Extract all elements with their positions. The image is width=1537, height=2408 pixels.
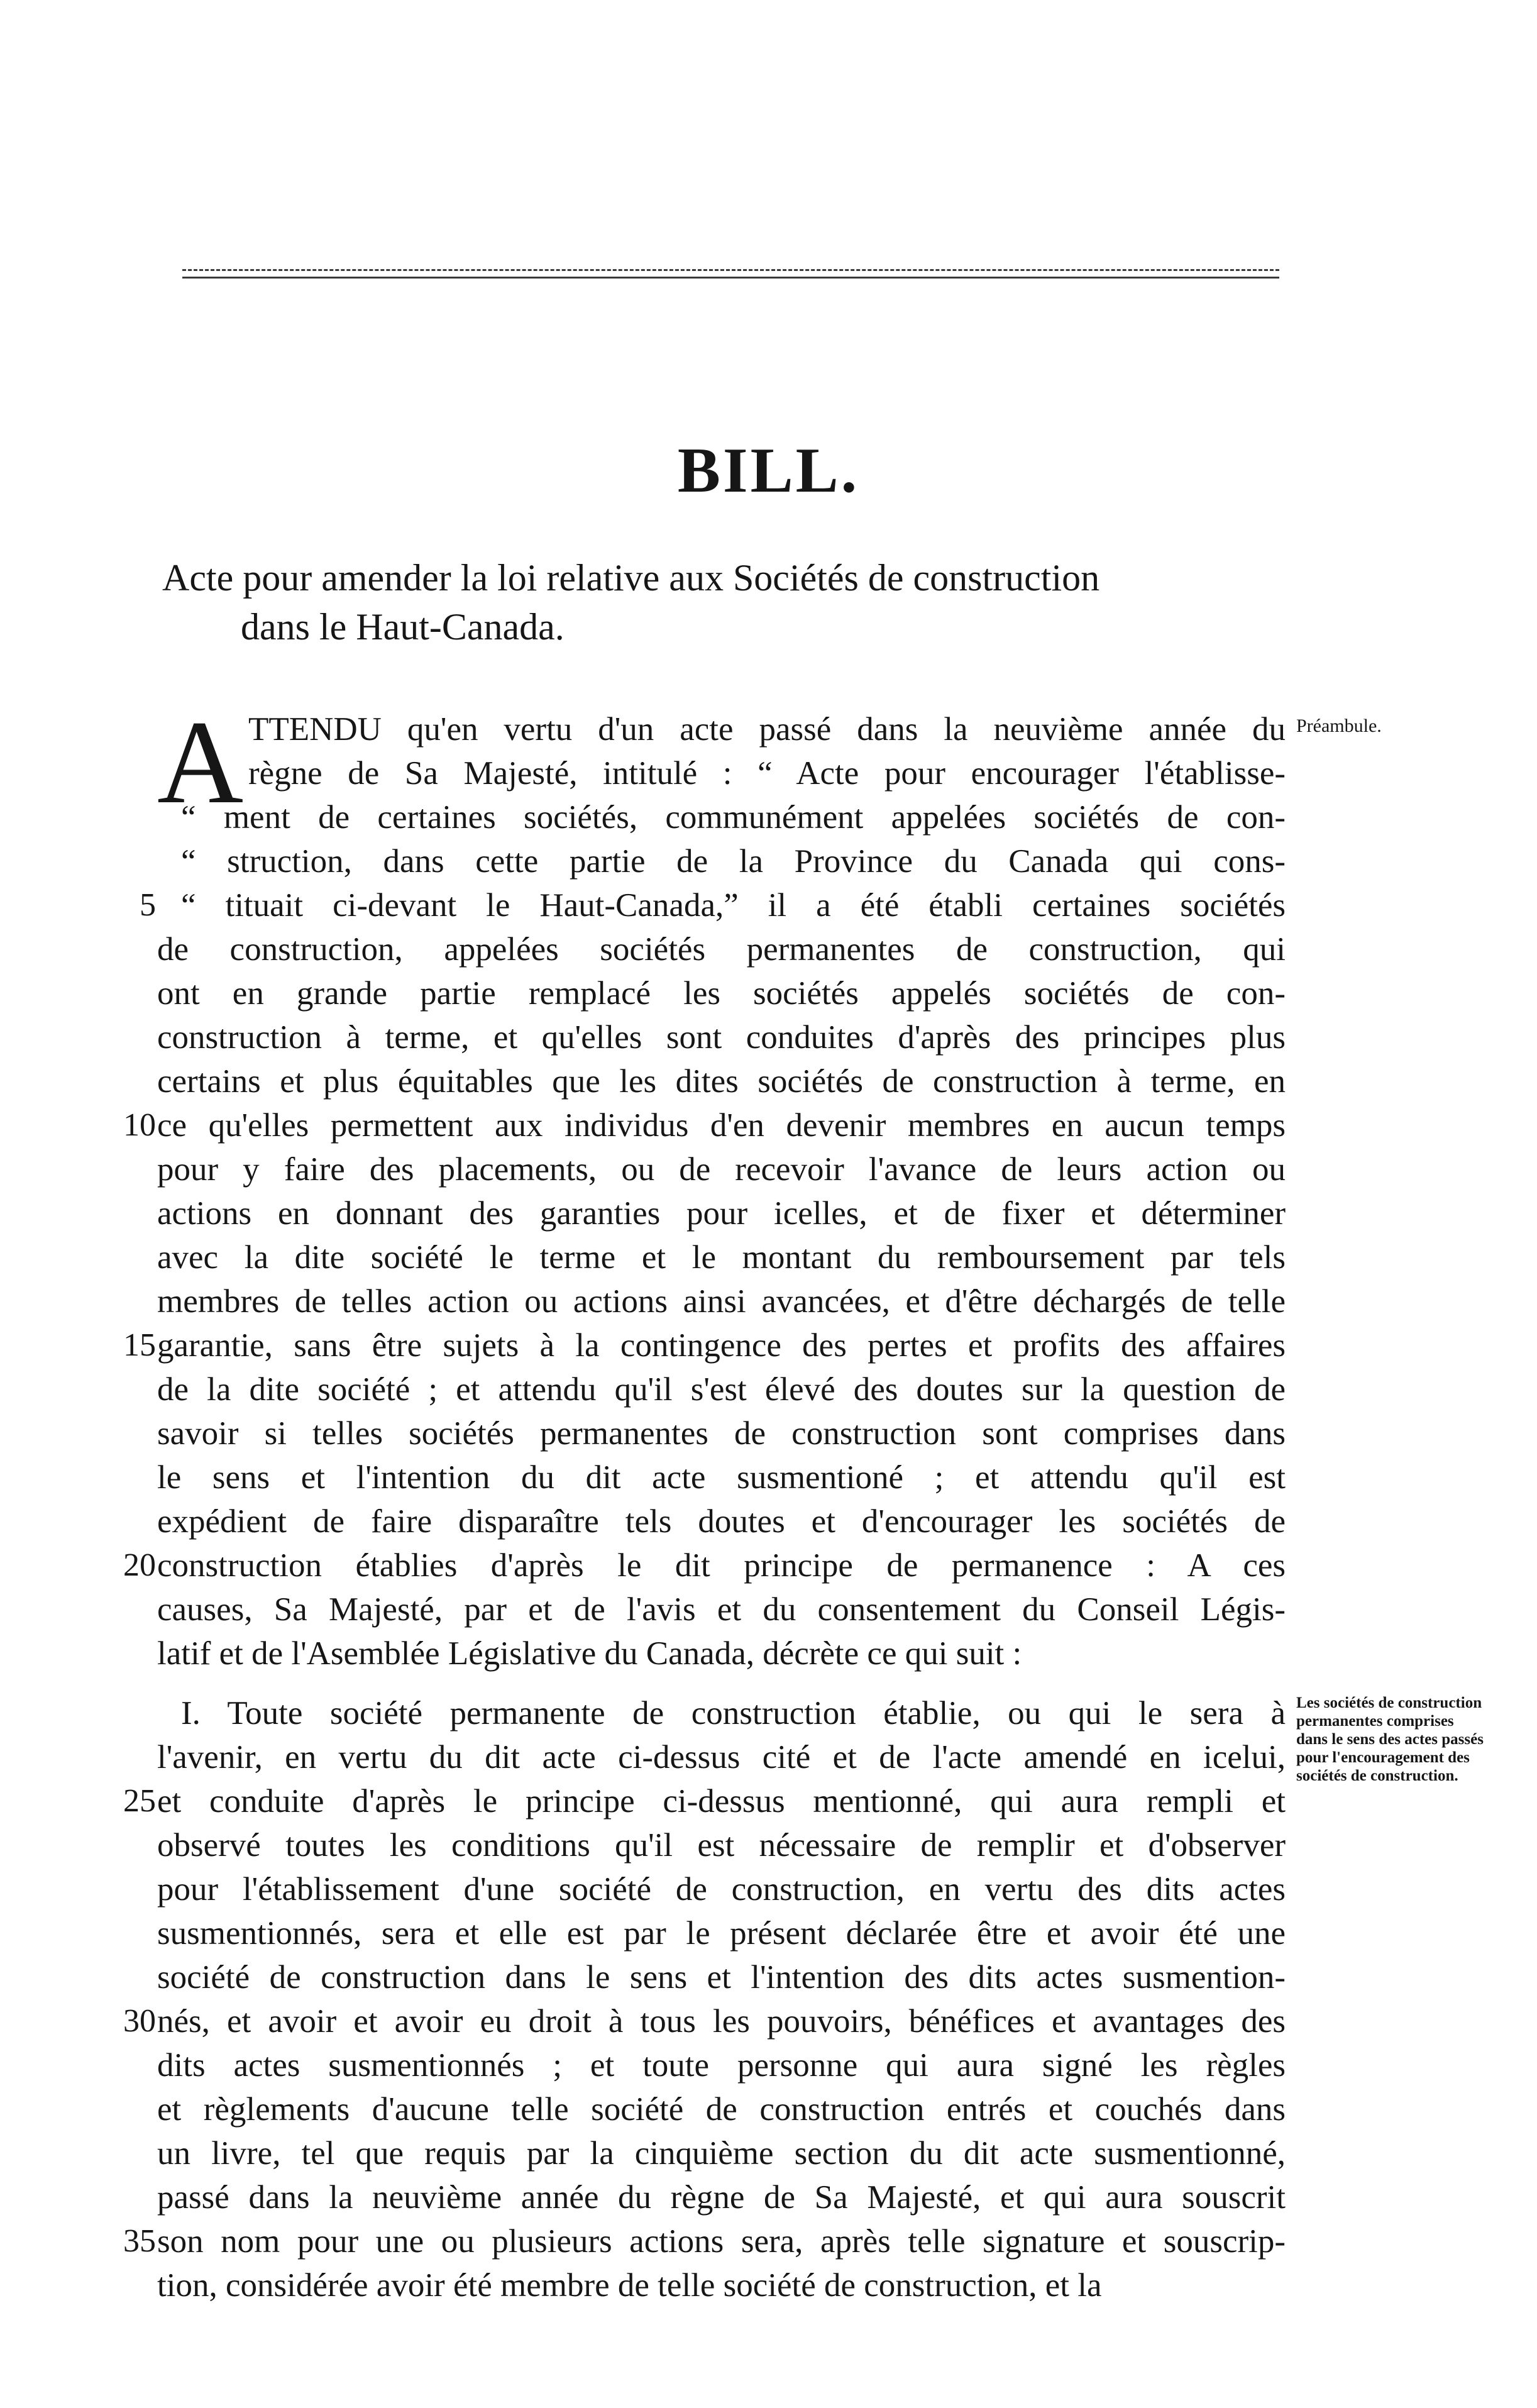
line-number: 5: [140, 887, 156, 923]
text-line: causes, Sa Majesté, par et de l'avis et du consentement du Conseil Légis-: [157, 1591, 1286, 1628]
margin-note-preamble: Préambule.: [1296, 715, 1382, 736]
text-line: son nom pour une ou plusieurs actions sera, après telle signature et souscrip-: [157, 2223, 1286, 2260]
text-line: construction à terme, et qu'elles sont conduites d'après des principes plus: [157, 1019, 1286, 1056]
line-number: 30: [123, 2003, 156, 2039]
text-line: passé dans la neuvième année du règne de Sa Majesté, et qui aura souscrit: [157, 2179, 1286, 2216]
text-line: l'avenir, en vertu du dit acte ci-dessus cité et de l'acte amendé en icelui,: [157, 1739, 1286, 1776]
text-line: pour l'établissement d'une société de construction, en vertu des dits actes: [157, 1871, 1286, 1908]
drop-cap: A: [157, 697, 244, 829]
line-number: 15: [123, 1327, 156, 1363]
text-line: ce qu'elles permettent aux individus d'en devenir membres en aucun temps: [157, 1107, 1286, 1144]
text-line: susmentionnés, sera et elle est par le présent déclarée être et avoir été une: [157, 1915, 1286, 1952]
margin-note-section-1: Les sociétés de construction permanentes comprises dans le sens des actes passés pour l'encouragement des sociétés de construction.: [1296, 1694, 1484, 1784]
text-line: avec la dite société le terme et le montant du remboursement par tels: [157, 1239, 1286, 1276]
text-line: pour y faire des placements, ou de recevoir l'avance de leurs action ou: [157, 1151, 1286, 1188]
text-line: dits actes susmentionnés ; et toute personne qui aura signé les règles: [157, 2047, 1286, 2084]
line-number: 35: [123, 2223, 156, 2259]
line-number: 25: [123, 1783, 156, 1819]
text-line: construction établies d'après le dit principe de permanence : A ces: [157, 1547, 1286, 1584]
text-line: et conduite d'après le principe ci-dessus mentionné, qui aura rempli et: [157, 1783, 1286, 1820]
bill-title: BILL.: [677, 435, 860, 506]
text-line: de la dite société ; et attendu qu'il s'est élevé des doutes sur la question de: [157, 1371, 1286, 1408]
text-line: nés, et avoir et avoir eu droit à tous les pouvoirs, bénéfices et avantages des: [157, 2003, 1286, 2040]
text-line: “ ment de certaines sociétés, communément appelées sociétés de con-: [181, 799, 1286, 836]
subtitle-line-2: dans le Haut-Canada.: [241, 606, 565, 648]
header-rule: [182, 269, 1279, 279]
bill-subtitle: [162, 553, 1331, 651]
text-line: tion, considérée avoir été membre de telle société de construction, et la: [157, 2267, 1102, 2304]
text-line: I. Toute société permanente de construction établie, ou qui le sera à: [181, 1695, 1286, 1731]
line-number: 10: [123, 1107, 156, 1143]
text-line: et règlements d'aucune telle société de construction entrés et couchés dans: [157, 2091, 1286, 2128]
text-line: membres de telles action ou actions ainsi avancées, et d'être déchargés de telle: [157, 1283, 1286, 1320]
text-line: certains et plus équitables que les dites sociétés de construction à terme, en: [157, 1063, 1286, 1100]
text-line: expédient de faire disparaître tels doutes et d'encourager les sociétés de: [157, 1503, 1286, 1540]
text-line: observé toutes les conditions qu'il est nécessaire de remplir et d'observer: [157, 1827, 1286, 1864]
text-line: de construction, appelées sociétés permanentes de construction, qui: [157, 931, 1286, 968]
text-line: savoir si telles sociétés permanentes de construction sont comprises dans: [157, 1415, 1286, 1452]
text-line: latif et de l'Asemblée Législative du Canada, décrète ce qui suit :: [157, 1635, 1022, 1672]
text-line: garantie, sans être sujets à la contingence des pertes et profits des affaires: [157, 1327, 1286, 1364]
text-line: actions en donnant des garanties pour icelles, et de fixer et déterminer: [157, 1195, 1286, 1232]
text-line: TTENDU qu'en vertu d'un acte passé dans la neuvième année du: [248, 711, 1286, 748]
subtitle-line-1: Acte pour amender la loi relative aux Sociétés de construction: [162, 557, 1100, 599]
text-line: “ tituait ci-devant le Haut-Canada,” il a été établi certaines sociétés: [181, 887, 1286, 924]
text-line: société de construction dans le sens et l'intention des dits actes susmention-: [157, 1959, 1286, 1996]
text-line: le sens et l'intention du dit acte susmentioné ; et attendu qu'il est: [157, 1459, 1286, 1496]
line-number: 20: [123, 1547, 156, 1583]
text-line: ont en grande partie remplacé les sociétés appelés sociétés de con-: [157, 975, 1286, 1012]
text-line: règne de Sa Majesté, intitulé : “ Acte pour encourager l'établisse-: [248, 755, 1286, 792]
text-line: “ struction, dans cette partie de la Province du Canada qui cons-: [181, 843, 1286, 880]
text-line: un livre, tel que requis par la cinquième section du dit acte susmentionné,: [157, 2135, 1286, 2172]
